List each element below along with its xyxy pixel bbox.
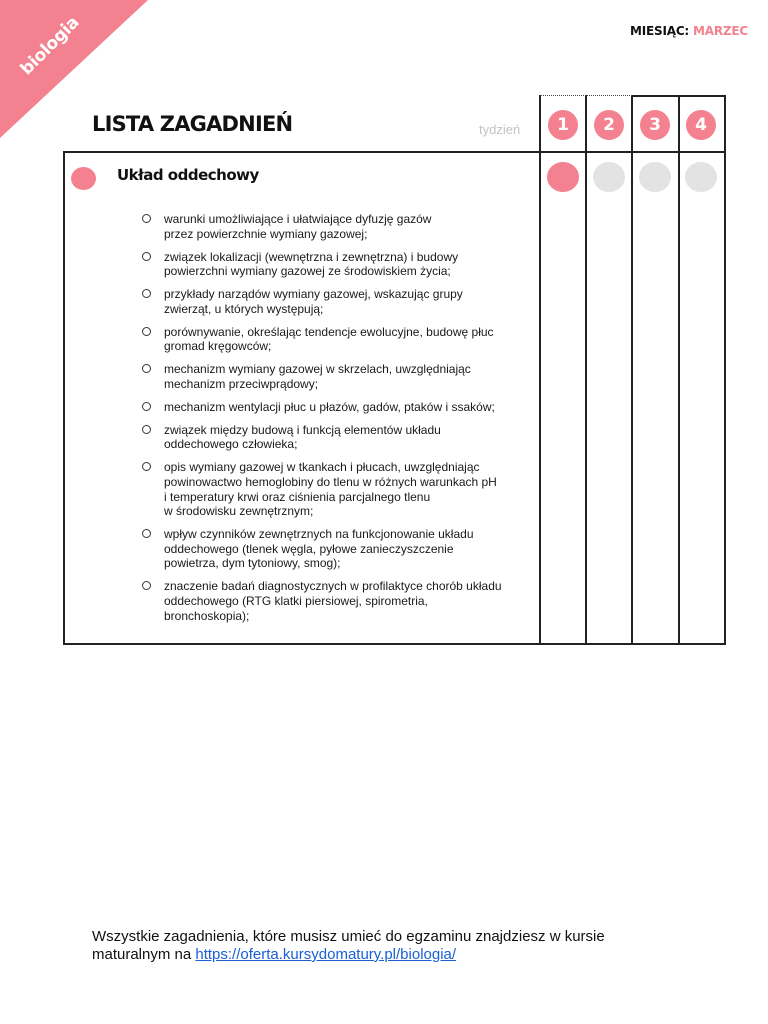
topic-item — [141, 460, 533, 518]
checkbox-circle-icon[interactable] — [142, 327, 151, 336]
page-title: LISTA ZAGADNIEŃ — [92, 112, 293, 136]
topic-item-line: oddechowego (tlenek węgla, pyłowe zanieczyszczenie — [164, 541, 454, 556]
topic-item-line: przykłady narządów wymiany gazowej, wskazując grupy — [164, 287, 463, 302]
week-header-label: tydzień — [479, 122, 521, 137]
topic-item-line: porównywanie, określając tendencje ewolucyjne, budowę płuc — [164, 324, 494, 339]
topic-item-line: zwierząt, u których występują; — [164, 301, 324, 316]
week-status-2[interactable] — [593, 162, 625, 192]
checkbox-circle-icon[interactable] — [142, 425, 151, 434]
section-title: Układ oddechowy — [117, 166, 259, 184]
month-value: MARZEC — [693, 24, 748, 38]
checkbox-circle-icon[interactable] — [142, 402, 151, 411]
week-status-1[interactable] — [547, 162, 579, 192]
topic-item — [141, 212, 533, 241]
topic-item-line: przez powierzchnie wymiany gazowej; — [164, 226, 368, 241]
topic-item-line: powinowactwo hemoglobiny do tlenu w różnych warunkach pH — [164, 475, 497, 490]
topic-item-line: oddechowego (RTG klatki piersiowej, spirometria, — [164, 593, 428, 608]
topic-item-line: powierzchni wymiany gazowej ze środowiskiem życia; — [164, 264, 451, 279]
topic-item-line: związek między budową i funkcją elementów układu — [164, 422, 441, 437]
topic-item-line: warunki umożliwiające i ułatwiające dyfuzję gazów — [164, 212, 432, 226]
week-status-3[interactable] — [639, 162, 671, 192]
topic-item — [141, 362, 533, 391]
checkbox-circle-icon[interactable] — [142, 252, 151, 261]
week-col-divider-2 — [631, 95, 633, 644]
topic-item-line: mechanizm wentylacji płuc u płazów, gadów, ptaków i ssaków; — [164, 399, 495, 414]
subject-label: biologia — [16, 12, 84, 80]
checkbox-circle-icon[interactable] — [142, 581, 151, 590]
week-header-top-dotted — [540, 95, 632, 96]
topic-item — [141, 400, 533, 415]
week-col-divider-1 — [585, 95, 587, 644]
topic-item — [141, 423, 533, 452]
checkbox-circle-icon[interactable] — [142, 364, 151, 373]
topic-item-line: związek lokalizacji (wewnętrzna i zewnętrzna) i budowy — [164, 249, 459, 264]
week-number-2: 2 — [594, 110, 624, 140]
checkbox-circle-icon[interactable] — [142, 289, 151, 298]
topic-item-line: bronchoskopia); — [164, 608, 250, 623]
topic-item-line: powietrza, dym tytoniowy, smog); — [164, 556, 341, 571]
section-marker-dot — [71, 167, 96, 190]
topic-item-line: i temperatury krwi oraz ciśnienia parcjalnego tlenu — [164, 489, 431, 504]
topic-item — [141, 287, 533, 316]
topic-item — [141, 527, 533, 571]
month-indicator — [630, 24, 748, 38]
week-col-divider-4 — [724, 95, 726, 644]
week-number-3: 3 — [640, 110, 670, 140]
topic-item — [141, 579, 533, 623]
topic-list — [141, 212, 533, 632]
checkbox-circle-icon[interactable] — [142, 462, 151, 471]
week-number-4: 4 — [686, 110, 716, 140]
footer-note — [92, 928, 652, 964]
topic-item-line: wpływ czynników zewnętrznych na funkcjonowanie układu — [164, 527, 474, 542]
week-col-divider-3 — [678, 95, 680, 644]
topic-item-line: opis wymiany gazowej w tkankach i płucach, uwzględniając — [164, 460, 480, 475]
week-number-1: 1 — [548, 110, 578, 140]
footer-text: Wszystkie zagadnienia, które musisz umieć do egzaminu znajdziesz w kursie maturalnym na — [92, 928, 605, 963]
topic-item-line: znaczenie badań diagnostycznych w profilaktyce chorób układu — [164, 579, 502, 594]
table-top-border — [63, 151, 726, 153]
checkbox-circle-icon[interactable] — [142, 529, 151, 538]
course-link[interactable]: https://oferta.kursydomatury.pl/biologia/ — [195, 946, 457, 963]
week-header-top-border — [632, 95, 725, 97]
week-col-divider-0 — [539, 95, 541, 644]
week-status-4[interactable] — [685, 162, 717, 192]
topic-item-line: mechanizm wymiany gazowej w skrzelach, uwzględniając — [164, 362, 471, 377]
topic-item — [141, 250, 533, 279]
topic-item-line: oddechowego człowieka; — [164, 437, 298, 452]
checkbox-circle-icon[interactable] — [142, 214, 151, 223]
topic-item-line: mechanizm przeciwprądowy; — [164, 376, 319, 391]
topic-item — [141, 325, 533, 354]
topic-item-line: gromad kręgowców; — [164, 339, 272, 354]
month-label: MIESIĄC: — [630, 24, 690, 38]
table-bottom-border — [63, 643, 726, 645]
topic-item-line: w środowisku zewnętrznym; — [164, 504, 314, 519]
table-left-border — [63, 151, 65, 644]
